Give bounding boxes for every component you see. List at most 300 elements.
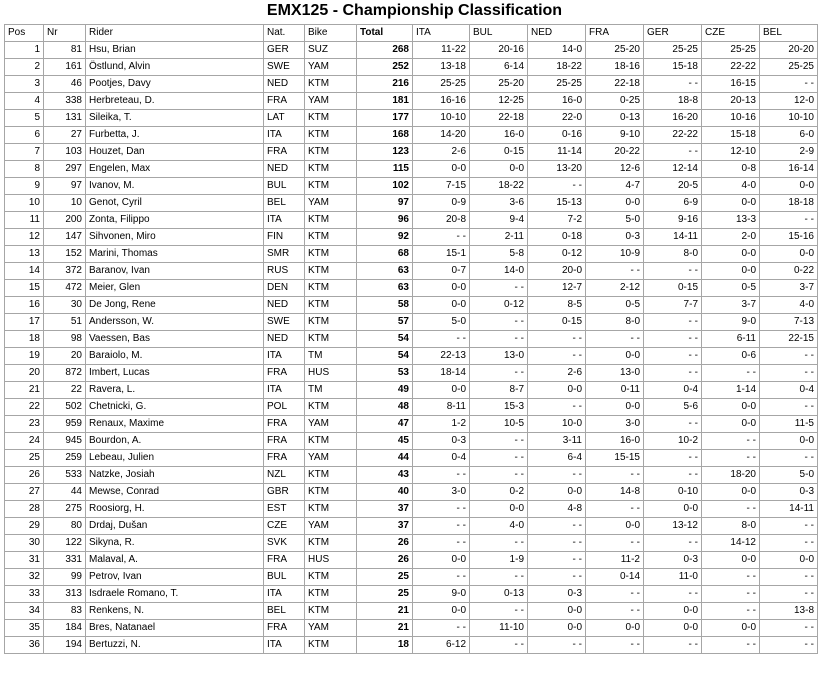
cell-nat: RUS [264,263,305,280]
cell-total: 63 [357,280,413,297]
header-bul: BUL [470,25,528,42]
cell-bul: 9-4 [470,212,528,229]
cell-nr: 10 [44,195,86,212]
cell-bel: 25-25 [760,59,818,76]
cell-cze: 0-0 [702,620,760,637]
cell-fra: 0-25 [586,93,644,110]
cell-bel: 20-20 [760,42,818,59]
cell-cze: 0-6 [702,348,760,365]
cell-bel: 0-0 [760,178,818,195]
cell-bel: 4-0 [760,297,818,314]
table-row [5,552,818,569]
cell-bul: 8-7 [470,382,528,399]
cell-pos: 6 [5,127,44,144]
cell-pos: 17 [5,314,44,331]
cell-cze: - - [702,603,760,620]
cell-nat: FRA [264,433,305,450]
cell-fra: 13-0 [586,365,644,382]
cell-nat: SVK [264,535,305,552]
cell-nat: BUL [264,569,305,586]
cell-bul: 0-13 [470,586,528,603]
cell-bel: 0-4 [760,382,818,399]
cell-ned: - - [528,348,586,365]
cell-ita: 0-0 [413,297,470,314]
table-row [5,331,818,348]
cell-pos: 1 [5,42,44,59]
cell-bel: 14-11 [760,501,818,518]
table-row [5,195,818,212]
cell-bul: - - [470,365,528,382]
cell-ned: - - [528,569,586,586]
header-ned: NED [528,25,586,42]
cell-nr: 103 [44,144,86,161]
cell-fra: 2-12 [586,280,644,297]
cell-fra: 0-0 [586,620,644,637]
table-row [5,399,818,416]
cell-total: 48 [357,399,413,416]
cell-cze: 10-16 [702,110,760,127]
cell-bike: KTM [305,501,357,518]
cell-rider: Petrov, Ivan [86,569,264,586]
cell-nr: 81 [44,42,86,59]
cell-nat: ITA [264,637,305,654]
cell-bike: KTM [305,637,357,654]
table-row [5,416,818,433]
cell-ita: 0-9 [413,195,470,212]
cell-total: 177 [357,110,413,127]
cell-total: 68 [357,246,413,263]
cell-nr: 259 [44,450,86,467]
cell-ger: - - [644,144,702,161]
cell-rider: Bourdon, A. [86,433,264,450]
cell-ita: 20-8 [413,212,470,229]
cell-ger: 0-0 [644,501,702,518]
cell-ned: - - [528,637,586,654]
cell-bike: KTM [305,297,357,314]
cell-nat: FRA [264,144,305,161]
cell-nr: 99 [44,569,86,586]
cell-bike: YAM [305,195,357,212]
cell-fra: 5-0 [586,212,644,229]
cell-bel: - - [760,569,818,586]
cell-total: 54 [357,331,413,348]
cell-fra: - - [586,263,644,280]
cell-rider: Herbreteau, D. [86,93,264,110]
cell-fra: 18-16 [586,59,644,76]
cell-nat: FIN [264,229,305,246]
header-bel: BEL [760,25,818,42]
header-ger: GER [644,25,702,42]
cell-fra: - - [586,586,644,603]
cell-total: 44 [357,450,413,467]
header-cze: CZE [702,25,760,42]
cell-pos: 21 [5,382,44,399]
header-fra: FRA [586,25,644,42]
cell-ger: 15-18 [644,59,702,76]
cell-ita: 0-4 [413,450,470,467]
table-row [5,365,818,382]
cell-rider: De Jong, Rene [86,297,264,314]
cell-ned: 11-14 [528,144,586,161]
cell-rider: Imbert, Lucas [86,365,264,382]
cell-fra: 22-18 [586,76,644,93]
cell-bul: 0-0 [470,161,528,178]
cell-nat: FRA [264,416,305,433]
cell-cze: 0-0 [702,484,760,501]
table-row [5,467,818,484]
cell-total: 216 [357,76,413,93]
cell-ger: - - [644,263,702,280]
cell-nat: FRA [264,552,305,569]
cell-ita: 5-0 [413,314,470,331]
cell-pos: 25 [5,450,44,467]
cell-bike: KTM [305,110,357,127]
cell-ger: - - [644,467,702,484]
cell-cze: 25-25 [702,42,760,59]
cell-bul: - - [470,535,528,552]
cell-bul: 6-14 [470,59,528,76]
cell-bul: - - [470,280,528,297]
cell-nat: FRA [264,450,305,467]
header-total: Total [357,25,413,42]
table-row [5,110,818,127]
cell-fra: 15-15 [586,450,644,467]
cell-rider: Vaessen, Bas [86,331,264,348]
cell-ned: 4-8 [528,501,586,518]
cell-ned: 25-25 [528,76,586,93]
cell-total: 45 [357,433,413,450]
cell-pos: 4 [5,93,44,110]
header-bike: Bike [305,25,357,42]
cell-cze: 13-3 [702,212,760,229]
header-nat: Nat. [264,25,305,42]
cell-ger: - - [644,76,702,93]
cell-bul: 25-20 [470,76,528,93]
cell-ned: - - [528,518,586,535]
cell-ger: - - [644,348,702,365]
cell-cze: 15-18 [702,127,760,144]
cell-ned: 2-6 [528,365,586,382]
cell-pos: 23 [5,416,44,433]
cell-bike: KTM [305,433,357,450]
cell-ned: 14-0 [528,42,586,59]
cell-nr: 98 [44,331,86,348]
cell-ita: 0-7 [413,263,470,280]
cell-bul: 11-10 [470,620,528,637]
cell-nr: 472 [44,280,86,297]
cell-fra: 0-0 [586,399,644,416]
cell-bike: KTM [305,484,357,501]
cell-bike: KTM [305,144,357,161]
cell-cze: 0-0 [702,416,760,433]
cell-ned: - - [528,535,586,552]
cell-ita: 2-6 [413,144,470,161]
cell-ger: 22-22 [644,127,702,144]
cell-fra: 0-0 [586,195,644,212]
cell-bel: - - [760,399,818,416]
cell-ita: 6-12 [413,637,470,654]
cell-ned: 0-0 [528,620,586,637]
cell-bike: HUS [305,365,357,382]
cell-cze: 0-8 [702,161,760,178]
cell-total: 96 [357,212,413,229]
cell-nat: ITA [264,348,305,365]
cell-ger: 12-14 [644,161,702,178]
cell-nat: NED [264,297,305,314]
cell-cze: 0-5 [702,280,760,297]
cell-total: 40 [357,484,413,501]
cell-ned: - - [528,331,586,348]
table-row [5,42,818,59]
cell-nat: BEL [264,603,305,620]
cell-bike: TM [305,382,357,399]
cell-bel: - - [760,620,818,637]
cell-bel: 0-0 [760,246,818,263]
cell-nr: 184 [44,620,86,637]
cell-bel: 12-0 [760,93,818,110]
cell-ger: - - [644,365,702,382]
cell-nat: SWE [264,59,305,76]
cell-bike: KTM [305,467,357,484]
cell-fra: 10-9 [586,246,644,263]
cell-bul: - - [470,637,528,654]
cell-rider: Malaval, A. [86,552,264,569]
cell-ita: 0-0 [413,280,470,297]
cell-total: 26 [357,535,413,552]
cell-nat: BUL [264,178,305,195]
cell-nr: 46 [44,76,86,93]
cell-ita: 8-11 [413,399,470,416]
cell-rider: Renkens, N. [86,603,264,620]
cell-ita: 9-0 [413,586,470,603]
cell-total: 97 [357,195,413,212]
cell-nat: SMR [264,246,305,263]
cell-bel: - - [760,586,818,603]
cell-ger: 0-0 [644,620,702,637]
cell-bul: 2-11 [470,229,528,246]
cell-pos: 32 [5,569,44,586]
cell-ger: 10-2 [644,433,702,450]
cell-nr: 275 [44,501,86,518]
cell-pos: 2 [5,59,44,76]
cell-ned: - - [528,399,586,416]
cell-fra: 0-14 [586,569,644,586]
cell-bel: - - [760,637,818,654]
cell-ger: - - [644,416,702,433]
cell-bel: 16-14 [760,161,818,178]
cell-bul: 16-0 [470,127,528,144]
cell-bel: 0-0 [760,433,818,450]
table-row [5,161,818,178]
table-row [5,263,818,280]
table-row [5,76,818,93]
cell-ger: 18-8 [644,93,702,110]
cell-bul: 0-2 [470,484,528,501]
cell-fra: - - [586,467,644,484]
cell-rider: Meier, Glen [86,280,264,297]
cell-nr: 27 [44,127,86,144]
cell-ita: 1-2 [413,416,470,433]
cell-ger: 0-0 [644,603,702,620]
cell-nr: 872 [44,365,86,382]
cell-pos: 28 [5,501,44,518]
cell-pos: 5 [5,110,44,127]
cell-nr: 338 [44,93,86,110]
cell-total: 181 [357,93,413,110]
cell-bel: 0-3 [760,484,818,501]
cell-nr: 331 [44,552,86,569]
cell-bike: YAM [305,450,357,467]
cell-rider: Hsu, Brian [86,42,264,59]
cell-cze: 0-0 [702,552,760,569]
cell-fra: 9-10 [586,127,644,144]
cell-nr: 313 [44,586,86,603]
cell-bel: 11-5 [760,416,818,433]
cell-ger: - - [644,450,702,467]
cell-pos: 20 [5,365,44,382]
cell-rider: Drdaj, Dušan [86,518,264,535]
cell-bike: TM [305,348,357,365]
cell-pos: 7 [5,144,44,161]
cell-bike: SUZ [305,42,357,59]
cell-total: 168 [357,127,413,144]
cell-nr: 30 [44,297,86,314]
cell-total: 21 [357,620,413,637]
cell-fra: 11-2 [586,552,644,569]
cell-nr: 122 [44,535,86,552]
cell-ned: 0-18 [528,229,586,246]
cell-rider: Mewse, Conrad [86,484,264,501]
cell-cze: 8-0 [702,518,760,535]
cell-nr: 372 [44,263,86,280]
cell-cze: 0-0 [702,399,760,416]
table-row [5,433,818,450]
cell-ita: 0-0 [413,603,470,620]
cell-ger: 16-20 [644,110,702,127]
cell-fra: 12-6 [586,161,644,178]
cell-bike: YAM [305,416,357,433]
cell-bul: 15-3 [470,399,528,416]
table-body [5,42,818,654]
cell-fra: 0-11 [586,382,644,399]
cell-total: 252 [357,59,413,76]
cell-bul: 4-0 [470,518,528,535]
cell-fra: - - [586,501,644,518]
cell-ita: - - [413,518,470,535]
cell-fra: 14-8 [586,484,644,501]
cell-total: 37 [357,501,413,518]
table-row [5,280,818,297]
cell-nr: 83 [44,603,86,620]
table-row [5,246,818,263]
cell-ned: 13-20 [528,161,586,178]
cell-ita: 18-14 [413,365,470,382]
cell-pos: 9 [5,178,44,195]
cell-total: 57 [357,314,413,331]
cell-bul: - - [470,433,528,450]
table-row [5,382,818,399]
cell-nr: 97 [44,178,86,195]
cell-ned: 7-2 [528,212,586,229]
cell-bike: KTM [305,229,357,246]
cell-nr: 44 [44,484,86,501]
cell-rider: Sihvonen, Miro [86,229,264,246]
table-row [5,144,818,161]
cell-total: 21 [357,603,413,620]
cell-pos: 33 [5,586,44,603]
cell-bel: 0-0 [760,552,818,569]
cell-cze: - - [702,501,760,518]
cell-nat: LAT [264,110,305,127]
cell-bike: KTM [305,161,357,178]
cell-ita: - - [413,620,470,637]
cell-pos: 27 [5,484,44,501]
cell-ger: - - [644,586,702,603]
cell-bul: 18-22 [470,178,528,195]
cell-rider: Östlund, Alvin [86,59,264,76]
cell-cze: 0-0 [702,246,760,263]
cell-pos: 19 [5,348,44,365]
cell-bel: 18-18 [760,195,818,212]
cell-ita: 25-25 [413,76,470,93]
cell-bel: - - [760,518,818,535]
cell-fra: 0-0 [586,518,644,535]
classification-table [4,24,818,654]
cell-bul: 1-9 [470,552,528,569]
cell-pos: 30 [5,535,44,552]
cell-ned: 0-0 [528,382,586,399]
cell-nr: 51 [44,314,86,331]
cell-ned: 0-15 [528,314,586,331]
cell-pos: 29 [5,518,44,535]
cell-bul: - - [470,314,528,331]
cell-ita: 14-20 [413,127,470,144]
header-rider: Rider [86,25,264,42]
cell-cze: 18-20 [702,467,760,484]
cell-bike: KTM [305,212,357,229]
cell-rider: Genot, Cyril [86,195,264,212]
cell-bike: YAM [305,518,357,535]
table-row [5,569,818,586]
table-row [5,93,818,110]
table-row [5,127,818,144]
cell-bike: KTM [305,127,357,144]
cell-nat: FRA [264,365,305,382]
cell-bul: - - [470,331,528,348]
cell-pos: 22 [5,399,44,416]
cell-cze: 20-13 [702,93,760,110]
cell-total: 18 [357,637,413,654]
cell-nr: 80 [44,518,86,535]
cell-ned: 10-0 [528,416,586,433]
cell-bul: 20-16 [470,42,528,59]
cell-bul: 10-5 [470,416,528,433]
cell-total: 58 [357,297,413,314]
cell-ger: - - [644,331,702,348]
cell-pos: 3 [5,76,44,93]
cell-cze: - - [702,433,760,450]
cell-pos: 35 [5,620,44,637]
cell-ita: 0-0 [413,552,470,569]
cell-nat: ITA [264,212,305,229]
cell-ned: - - [528,467,586,484]
cell-ita: 7-15 [413,178,470,195]
cell-total: 47 [357,416,413,433]
cell-rider: Lebeau, Julien [86,450,264,467]
cell-bike: KTM [305,246,357,263]
cell-rider: Natzke, Josiah [86,467,264,484]
cell-pos: 26 [5,467,44,484]
